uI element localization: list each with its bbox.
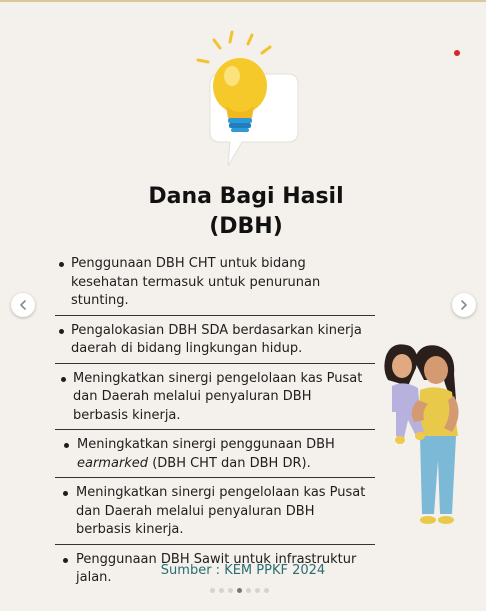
list-item: Meningkatkan sinergi penggunaan DBH earmarked (DBH CHT dan DBH DR).	[55, 436, 375, 478]
lightbulb-illustration	[190, 28, 302, 168]
list-item: Meningkatkan sinergi pengelolaan kas Pusat dan Daerah melalui penyaluran DBH berbasis kinerja.	[55, 370, 375, 431]
chevron-left-icon	[17, 299, 29, 311]
list-item: Pengalokasian DBH SDA berdasarkan kinerja daerah di bidang lingkungan hidup.	[55, 322, 375, 364]
top-border	[0, 0, 486, 2]
page-title	[110, 182, 382, 242]
previous-slide-button[interactable]	[11, 293, 35, 317]
carousel-dot[interactable]	[219, 588, 224, 593]
list-item: Penggunaan DBH CHT untuk bidang kesehatan termasuk untuk penurunan stunting.	[55, 255, 375, 316]
source-caption: Sumber : KEM PPKF 2024	[160, 563, 326, 578]
bullet-icon	[63, 491, 68, 496]
carousel-dot[interactable]	[228, 588, 233, 593]
bullet-icon	[59, 329, 64, 334]
next-slide-button[interactable]	[452, 293, 476, 317]
notification-dot	[454, 50, 460, 56]
bullet-icon	[59, 262, 64, 267]
carousel-indicator	[210, 588, 269, 596]
bullet-icon	[63, 558, 68, 563]
list-item: Penggunaan DBH Sawit untuk infrastruktur jalan.	[55, 551, 375, 592]
mother-child-illustration	[378, 340, 468, 540]
bullet-icon	[64, 443, 69, 448]
title-line-1: Dana Bagi Hasil	[148, 184, 344, 209]
title-line-2: (DBH)	[209, 214, 283, 239]
carousel-dot[interactable]	[210, 588, 215, 593]
bullet-list	[55, 255, 375, 592]
chevron-right-icon	[458, 299, 470, 311]
list-item: Meningkatkan sinergi pengelolaan kas Pusat dan Daerah melalui penyaluran DBH berbasis kinerja.	[55, 484, 375, 545]
bullet-icon	[61, 377, 66, 382]
carousel-dot[interactable]	[246, 588, 251, 593]
carousel-dot[interactable]	[237, 588, 242, 593]
carousel-dot[interactable]	[264, 588, 269, 593]
carousel-dot[interactable]	[255, 588, 260, 593]
